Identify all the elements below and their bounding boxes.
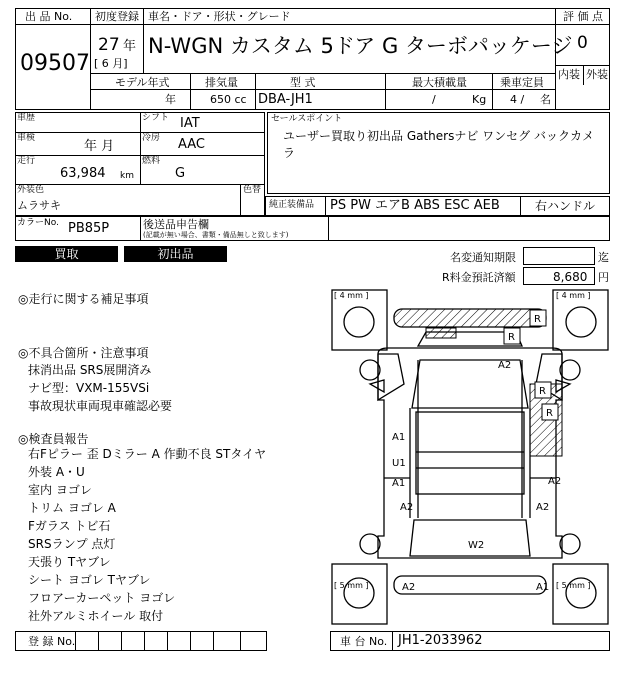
chassis-no: JH1-2033962 [398,633,483,648]
inspector-2: 外装 A・U [28,465,85,479]
name-change-box [523,247,595,265]
grade-score: 0 [577,33,588,53]
equipment-items: PS PW エアB ABS ESC AEB [330,198,500,213]
aftermarket-note: (記載が無い場合、書類・備品無しと致します) [143,231,289,239]
reg-no-label: 登 録 No. [28,635,76,648]
model-label: 型 式 [290,76,316,89]
color-change-label: 色替 [243,185,262,195]
sales-point-label: セールスポイント [271,114,343,124]
exterior-color: ムラサキ [17,199,61,212]
fender-left [378,354,404,400]
car-damage-diagram [330,288,610,626]
rear-bumper [394,576,546,594]
inspector-4: トリム ヨゴレ A [28,501,116,515]
mark-windshield: A2 [498,360,512,371]
aircon: AAC [178,137,205,152]
model-code: DBA-JH1 [258,92,313,107]
mileage: 63,984 [60,166,106,181]
mark-hood: R [508,332,515,343]
chassis-label: 車 台 No. [340,635,388,648]
exterior-color-label: 外装色 [17,185,45,195]
tire-fl-label: [ 4 mm ] [334,291,369,300]
tire-rl-label: [ 5 mm ] [334,581,369,590]
color-no: PB85P [68,221,110,236]
displacement: 650 cc [210,93,247,106]
defect-2: ナビ型：VXM-155VSi [28,381,150,395]
defect-3: 事故現状車両現車確認必要 [28,399,173,413]
lot-no-label: 出 品 No. [25,10,73,23]
sales-point-box [267,112,610,194]
model-year-unit: 年 [165,93,176,106]
name-change-unit: 迄 [598,251,609,264]
car-name-label: 車名・ドア・形状・グレード [148,10,291,23]
year-unit: 年 [123,39,137,54]
mark-left-front: A1 [392,432,406,443]
inspector-title: ◎検査員報告 [18,432,89,446]
mark-roof-u1: U1 [392,458,406,469]
mileage-label: 走行 [17,156,36,166]
equipment-label: 純正装備品 [269,200,315,210]
inspector-10: 社外アルミホイール 取付 [28,609,164,623]
aircon-label: 冷房 [142,133,161,143]
mark-r-door: R [546,408,553,419]
car-name: N-WGN カスタム 5ドア G ターボパッケージ [148,34,573,58]
max-load-value: / [432,93,436,106]
mark-right-quarter: A2 [536,502,550,513]
mark-rear-bumper-left: A2 [402,582,416,593]
capacity-label: 乗車定員 [500,76,544,89]
recycle-label: R料金預託済額 [442,271,516,284]
model-year-label: モデル年式 [115,76,170,89]
first-reg-year: 27 [98,35,120,55]
grade-label: 評 価 点 [563,10,603,23]
mileage-unit: km [120,171,134,181]
inspector-7: 天張り Tヤブレ [28,555,111,569]
capacity-value: 4 / [510,93,525,106]
sales-point-line1: ユーザー買取り初出品 Gathersナビ ワンセグ バックカメ [283,129,594,143]
inspector-5: Fガラス トビ石 [28,519,111,533]
tire-fl-icon [344,307,374,337]
max-load-unit: Kg [472,93,487,106]
mirror-left [370,380,384,392]
roof [416,412,524,494]
tire-rl-box [332,564,387,624]
damage-front-bumper [394,309,546,327]
name-change-label: 名変通知期限 [450,251,516,264]
recycle-value: 8,680 [553,270,588,284]
mark-rear-window: W2 [468,540,485,551]
fuel-label: 燃料 [142,156,161,166]
handle-position: 右ハンドル [535,199,596,213]
defect-1: 抹消出品 SRS展開済み [28,363,152,377]
recycle-unit: 円 [598,271,609,284]
inspector-8: シート ヨゴレ Tヤブレ [28,573,151,587]
lot-no: 09507 [20,51,90,76]
shift: IAT [180,116,200,131]
aftermarket-label: 後送品申告欄 [143,218,209,231]
inspector-9: フロアーカーペット ヨゴレ [28,591,176,605]
supplement-title: ◎走行に関する補足事項 [18,292,149,306]
defects-title: ◎不具合箇所・注意事項 [18,346,149,360]
mark-right-rear: A2 [548,476,562,487]
first-listing-tag: 初出品 [124,246,227,262]
damage-hood-area [426,328,456,338]
capacity-unit: 名 [540,93,551,106]
mark-left-rear: A1 [392,478,406,489]
first-reg-month: [ 6 月] [94,57,128,70]
inspection-label: 車検 [17,133,36,143]
tire-rr-label: [ 5 mm ] [556,581,591,590]
inspector-6: SRSランプ 点灯 [28,537,116,551]
sales-point-line2: ラ [283,146,296,160]
displacement-label: 排気量 [205,76,238,89]
history-label: 車歴 [17,113,36,123]
mark-r-pillar: R [539,386,546,397]
tire-rr-box [553,564,608,624]
inspection-value: 年 月 [84,139,115,154]
tire-fr-label: [ 4 mm ] [556,291,591,300]
interior-label: 内装 [558,68,580,81]
tire-fr-icon [566,307,596,337]
fuel: G [175,166,186,181]
color-no-label: カラーNo. [17,218,59,228]
mark-front-bumper: R [534,314,541,325]
purchase-tag: 買取 [15,246,118,262]
max-load-label: 最大積載量 [412,76,467,89]
mark-left-quarter: A2 [400,502,414,513]
first-reg-label: 初度登録 [95,10,139,23]
shift-label: シフト [142,113,170,123]
mark-rear-bumper-right: A1 [536,582,550,593]
exterior-label: 外装 [586,68,608,81]
inspector-3: 室内 ヨゴレ [28,483,92,497]
inspector-1: 右Fピラー 歪 Dミラー A 作動不良 STタイヤ [28,447,267,461]
